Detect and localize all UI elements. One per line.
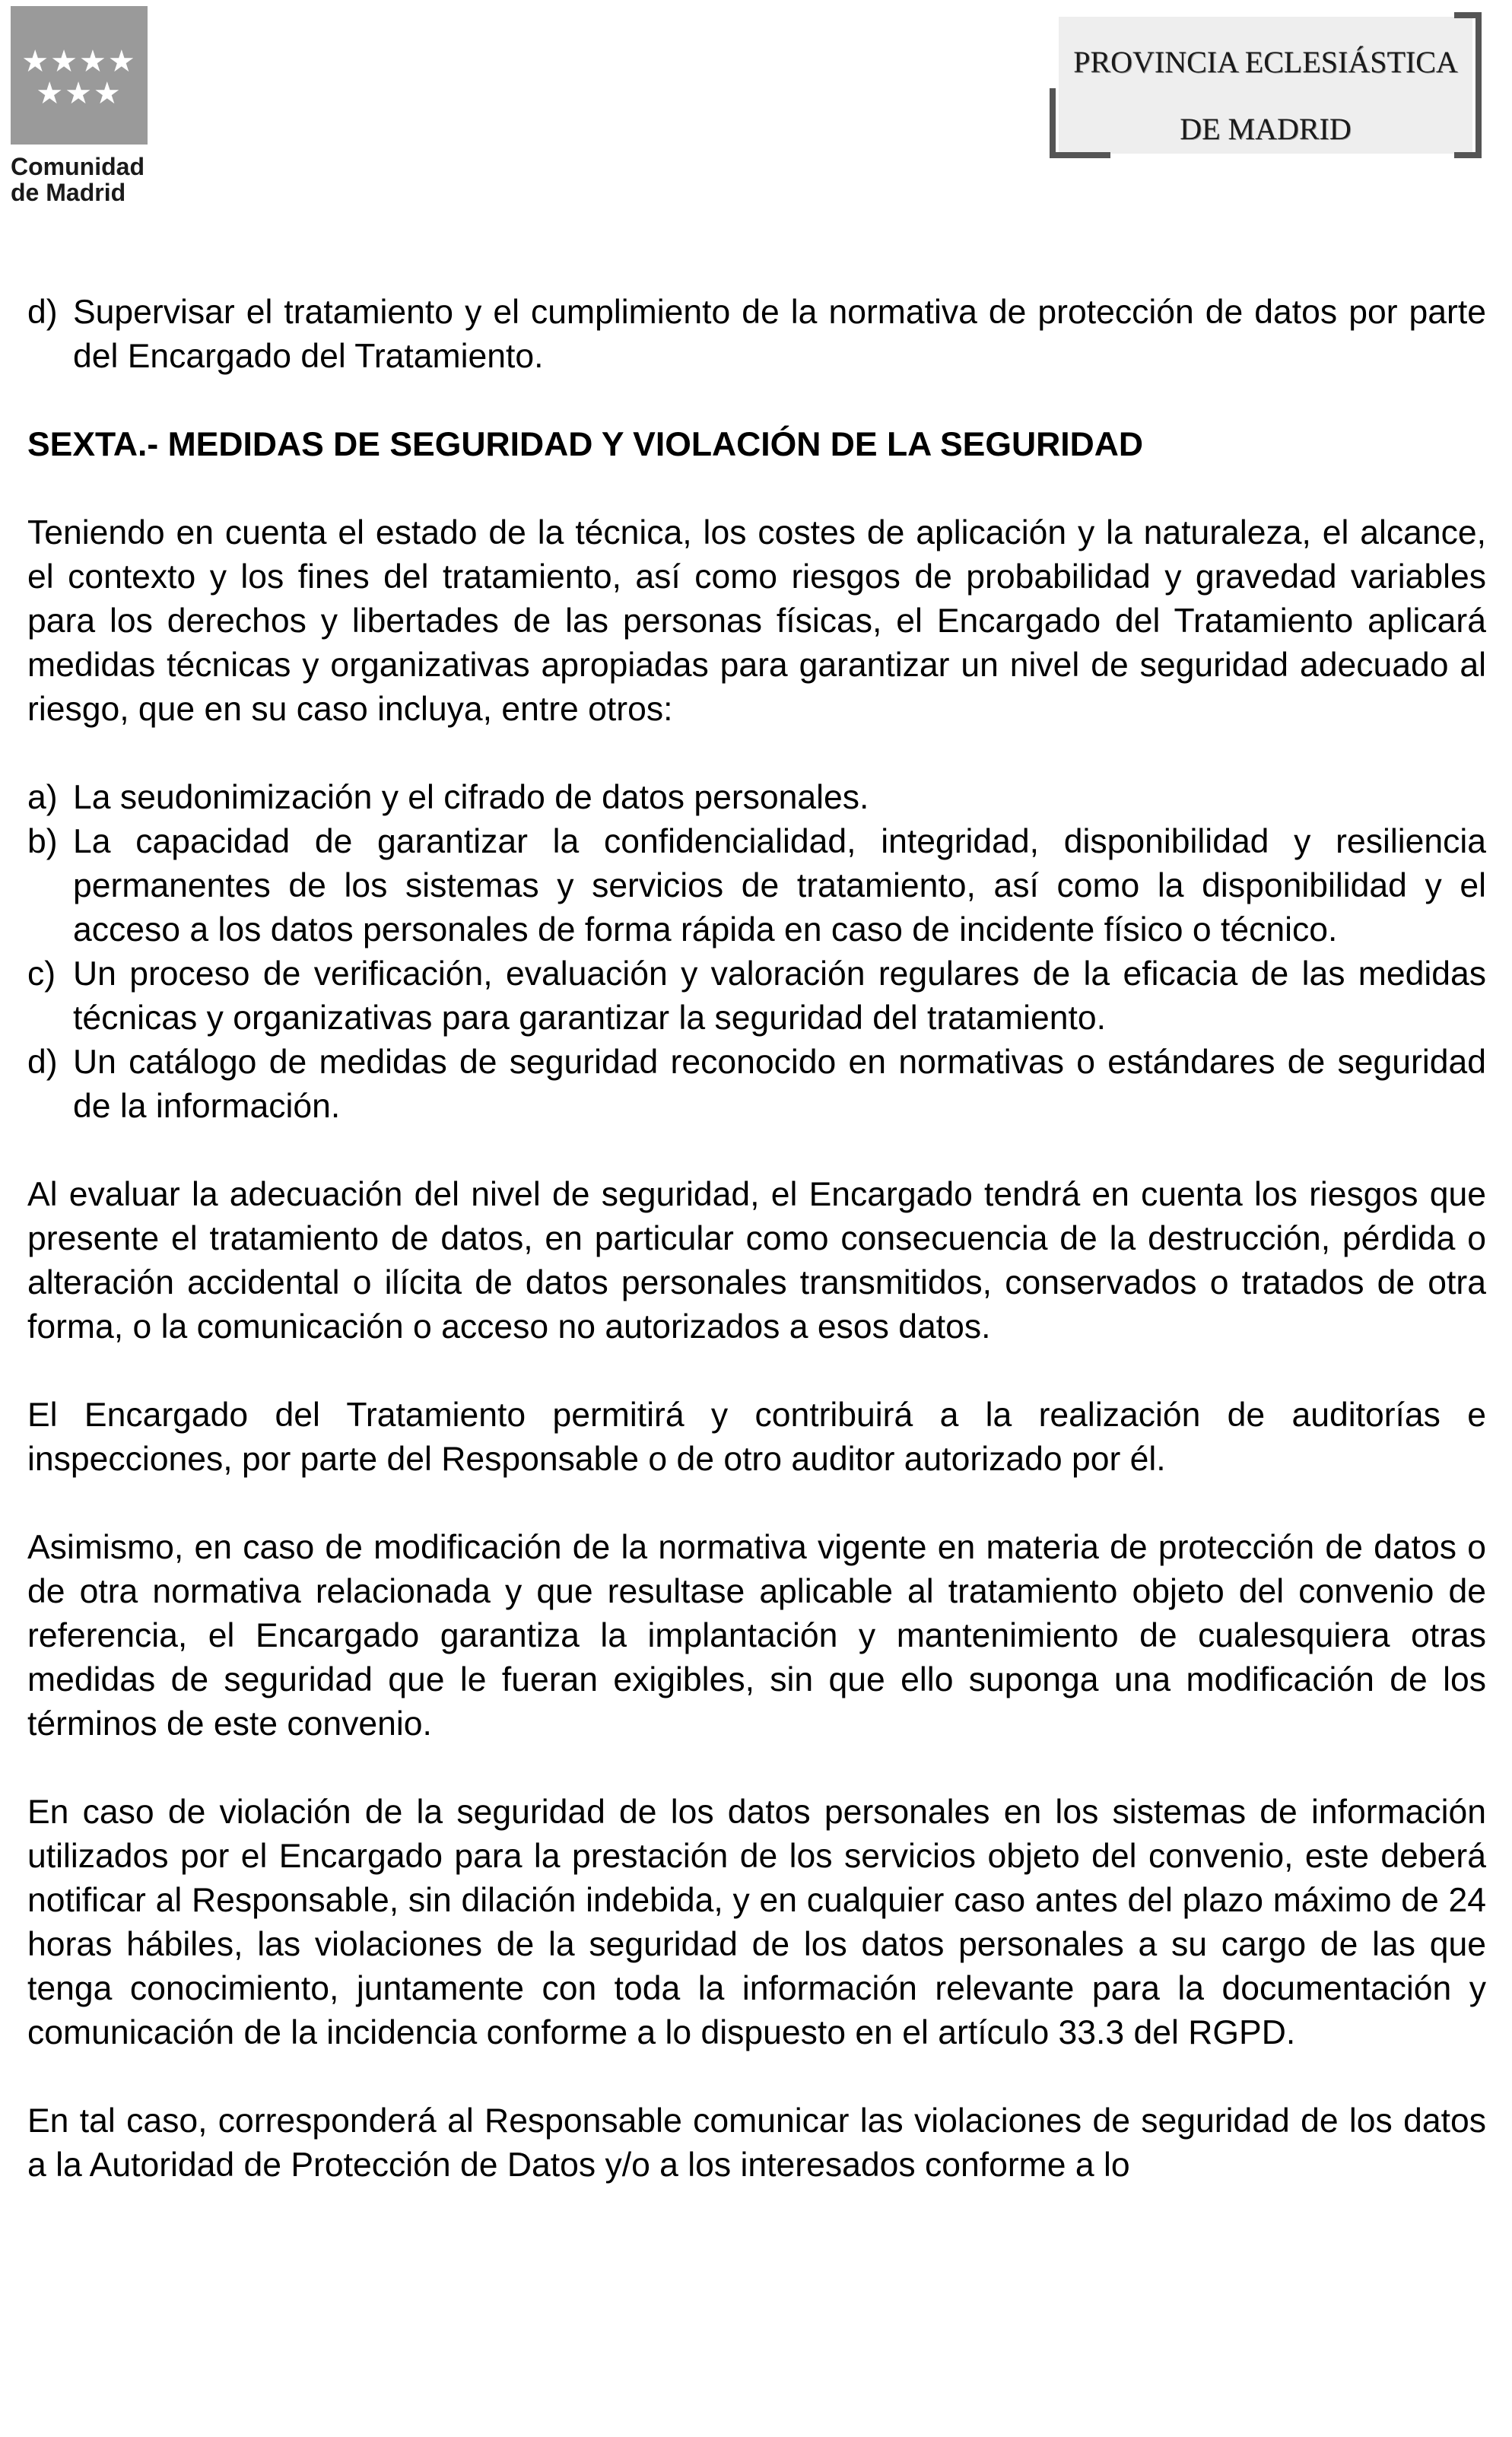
list-marker: b) xyxy=(27,823,58,860)
logo-org-line2: de Madrid xyxy=(11,179,126,206)
list-item xyxy=(27,1041,1486,1129)
list-marker: d) xyxy=(27,294,58,331)
logo-stars: ★★★★ ★★★ xyxy=(21,45,137,110)
list-item-text: Supervisar el tratamiento y el cumplimiento de la normativa de protección de datos por parte del Encargado del Tratamiento. xyxy=(73,294,1486,375)
list-item xyxy=(27,291,1486,379)
list-marker: d) xyxy=(27,1044,58,1081)
logo-org-line1: Comunidad xyxy=(11,153,145,180)
list-marker: c) xyxy=(27,955,56,993)
list-item-text: Un proceso de verificación, evaluación y valoración regulares de la eficacia de las medidas técnicas y organizativas para garantizar la seguridad del tratamiento. xyxy=(73,955,1486,1037)
list-item xyxy=(27,820,1486,952)
list-marker: a) xyxy=(27,779,58,816)
paragraph: En tal caso, corresponderá al Responsable comunicar las violaciones de seguridad de los datos a la Autoridad de Protección de Datos y/o a los interesados conforme a lo xyxy=(27,2102,1486,2184)
continued-list xyxy=(27,291,1486,379)
list-item-text: La capacidad de garantizar la confidencialidad, integridad, disponibilidad y resiliencia permanentes de los sistemas y servicios de tratamiento, así como la disponibilidad y el acceso a los datos personales de forma rápida en caso de incidente físico o técnico. xyxy=(73,823,1486,948)
list-item-text: Un catálogo de medidas de seguridad reconocido en normativas o estándares de seguridad de la información. xyxy=(73,1044,1486,1125)
paragraph: En caso de violación de la seguridad de los datos personales en los sistemas de información utilizados por el Encargado para la prestación de los servicios objeto del convenio, este deberá notificar al Responsable, sin dilación indebida, y en cualquier caso antes del plazo máximo de 24 horas hábiles, las violaciones de la seguridad de los datos personales a su cargo de las que tenga conocimiento, juntamente con toda la información relevante para la documentación y comunicación de la incidencia conforme a lo dispuesto en el artículo 33.3 del RGPD. xyxy=(27,1794,1486,2051)
provincia-eclesiastica-box xyxy=(1050,12,1482,158)
paragraph: El Encargado del Tratamiento permitirá y contribuirá a la realización de auditorías e inspecciones, por parte del Responsable o de otro auditor autorizado por él. xyxy=(27,1396,1486,1478)
list-item xyxy=(27,776,1486,820)
box-line2: DE MADRID xyxy=(1180,112,1352,146)
paragraph: Teniendo en cuenta el estado de la técnica, los costes de aplicación y la naturaleza, el alcance, el contexto y los fines del tratamiento, así como riesgos de probabilidad y gravedad variables para los derechos y libertades de las personas físicas, el Encargado del Tratamiento aplicará medidas técnicas y organizativas apropiadas para garantizar un nivel de seguridad adecuado al riesgo, que en su caso incluya, entre otros: xyxy=(27,514,1486,728)
comunidad-madrid-logo xyxy=(11,6,148,205)
list-item xyxy=(27,952,1486,1041)
security-measures-list xyxy=(27,776,1486,1129)
paragraph: Al evaluar la adecuación del nivel de seguridad, el Encargado tendrá en cuenta los riesgos que presente el tratamiento de datos, en particular como consecuencia de la destrucción, pérdida o alteración accidental o ilícita de datos personales transmitidos, conservados o tratados de otra forma, o la comunicación o acceso no autorizados a esos datos. xyxy=(27,1176,1486,1346)
paragraph: Asimismo, en caso de modificación de la normativa vigente en materia de protección de datos o de otra normativa relacionada y que resultase aplicable al tratamiento objeto del convenio de referencia, el Encargado garantiza la implantación y mantenimiento de cualesquiera otras medidas de seguridad que le fueran exigibles, sin que ello suponga una modificación de los términos de este convenio. xyxy=(27,1529,1486,1743)
logo-org-name xyxy=(11,154,148,205)
document-body xyxy=(27,291,1486,2232)
box-line1: PROVINCIA ECLESIÁSTICA xyxy=(1073,45,1458,79)
section-heading: SEXTA.- MEDIDAS DE SEGURIDAD Y VIOLACIÓN DE LA SEGURIDAD xyxy=(27,426,1144,463)
logo-emblem xyxy=(11,6,148,145)
list-item-text: La seudonimización y el cifrado de datos personales. xyxy=(73,779,869,816)
